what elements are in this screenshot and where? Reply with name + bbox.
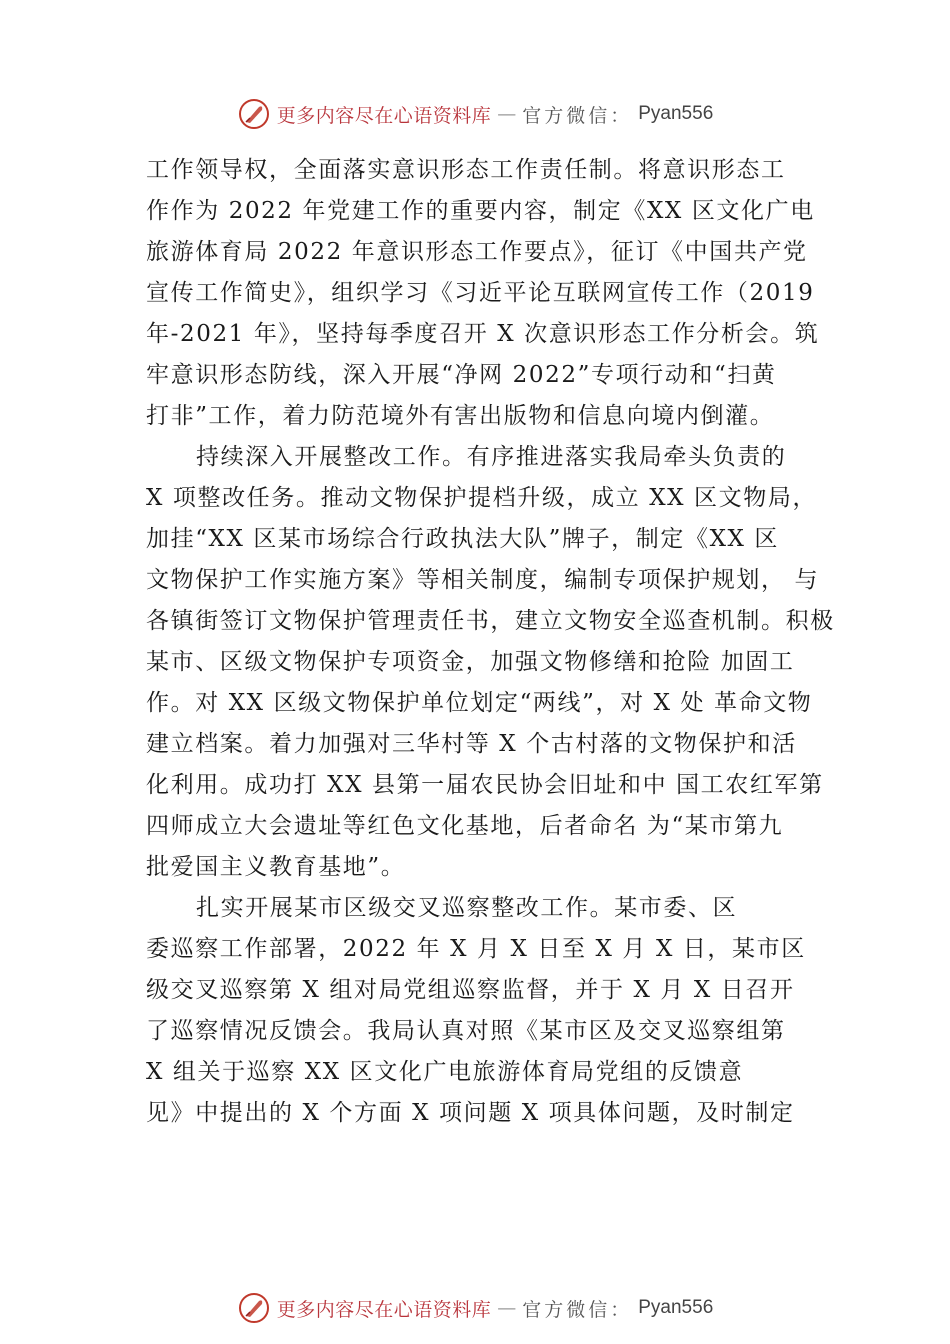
footer-watermark	[0, 1288, 950, 1328]
text-line: 见》中提出的 X 个方面 X 项问题 X 项具体问题，及时制定	[146, 1100, 795, 1126]
text-line: 打非”工作，着力防范境外有害出版物和信息向境内倒灌。	[146, 403, 775, 429]
text-line: 各镇街签订文物保护管理责任书，建立文物安全巡查机制。积极	[146, 608, 835, 634]
text-line: 扎实开展某市区级交叉巡察整改工作。某市委、区	[196, 895, 738, 921]
watermark-wechat-id: Pyan556	[638, 103, 714, 124]
watermark-group	[237, 97, 714, 131]
text-line: X 组关于巡察 XX 区文化广电旅游体育局党组的反馈意	[146, 1059, 744, 1085]
watermark-brand: 更多内容尽在心语资料库	[276, 1298, 492, 1321]
text-line: 级交叉巡察第 X 组对局党组巡察监督，并于 X 月 X 日召开	[146, 977, 795, 1003]
text-line: 委巡察工作部署，2022 年 X 月 X 日至 X 月 X 日，某市区	[146, 936, 806, 962]
text-line: 宣传工作简史》，组织学习《习近平论互联网宣传工作（2019	[146, 280, 815, 306]
text-line: 作作为 2022 年党建工作的重要内容，制定《XX 区文化广电	[146, 198, 815, 224]
text-line: 某市、区级文物保护专项资金，加强文物修缮和抢险 加固工	[146, 649, 795, 675]
watermark-wechat-label: 官方微信：	[522, 1298, 633, 1321]
text-line: 建立档案。着力加强对三华村等 X 个古村落的文物保护和活	[146, 731, 797, 757]
watermark-wechat-label: 官方微信：	[522, 104, 633, 127]
watermark-dash: —	[497, 1297, 517, 1319]
quill-logo-icon	[237, 1291, 271, 1325]
text-line: 四师成立大会遗址等红色文化基地，后者命名 为“某市第九	[146, 813, 784, 839]
text-line: 旅游体育局 2022 年意识形态工作要点》，征订《中国共产党	[146, 239, 808, 265]
text-line: 文物保护工作实施方案》等相关制度，编制专项保护规划， 与	[146, 567, 820, 593]
text-line: 作。对 XX 区级文物保护单位划定“两线”，对 X 处 革命文物	[146, 690, 813, 716]
quill-logo-icon	[237, 97, 271, 131]
text-line: 了巡察情况反馈会。我局认真对照《某市区及交叉巡察组第	[146, 1018, 786, 1044]
watermark-dash: —	[497, 103, 517, 125]
text-line: 批爱国主义教育基地”。	[146, 854, 406, 880]
watermark-wechat-id: Pyan556	[638, 1297, 714, 1318]
text-line: 持续深入开展整改工作。有序推进落实我局牵头负责的	[196, 444, 787, 470]
watermark-group	[237, 1291, 714, 1325]
text-line: 年-2021 年》，坚持每季度召开 X 次意识形态工作分析会。筑	[146, 321, 820, 347]
header-watermark	[0, 94, 950, 134]
text-line: 工作领导权，全面落实意识形态工作责任制。将意识形态工	[146, 157, 786, 183]
text-line: 牢意识形态防线，深入开展“净网 2022”专项行动和“扫黄	[146, 362, 777, 388]
watermark-brand: 更多内容尽在心语资料库	[276, 104, 492, 127]
document-body	[146, 150, 836, 1134]
text-line: 加挂“XX 区某市场综合行政执法大队”牌子，制定《XX 区	[146, 526, 780, 552]
text-line: X 项整改任务。推动文物保护提档升级，成立 XX 区文物局，	[146, 485, 818, 511]
text-line: 化利用。成功打 XX 县第一届农民协会旧址和中 国工农红军第	[146, 772, 824, 798]
